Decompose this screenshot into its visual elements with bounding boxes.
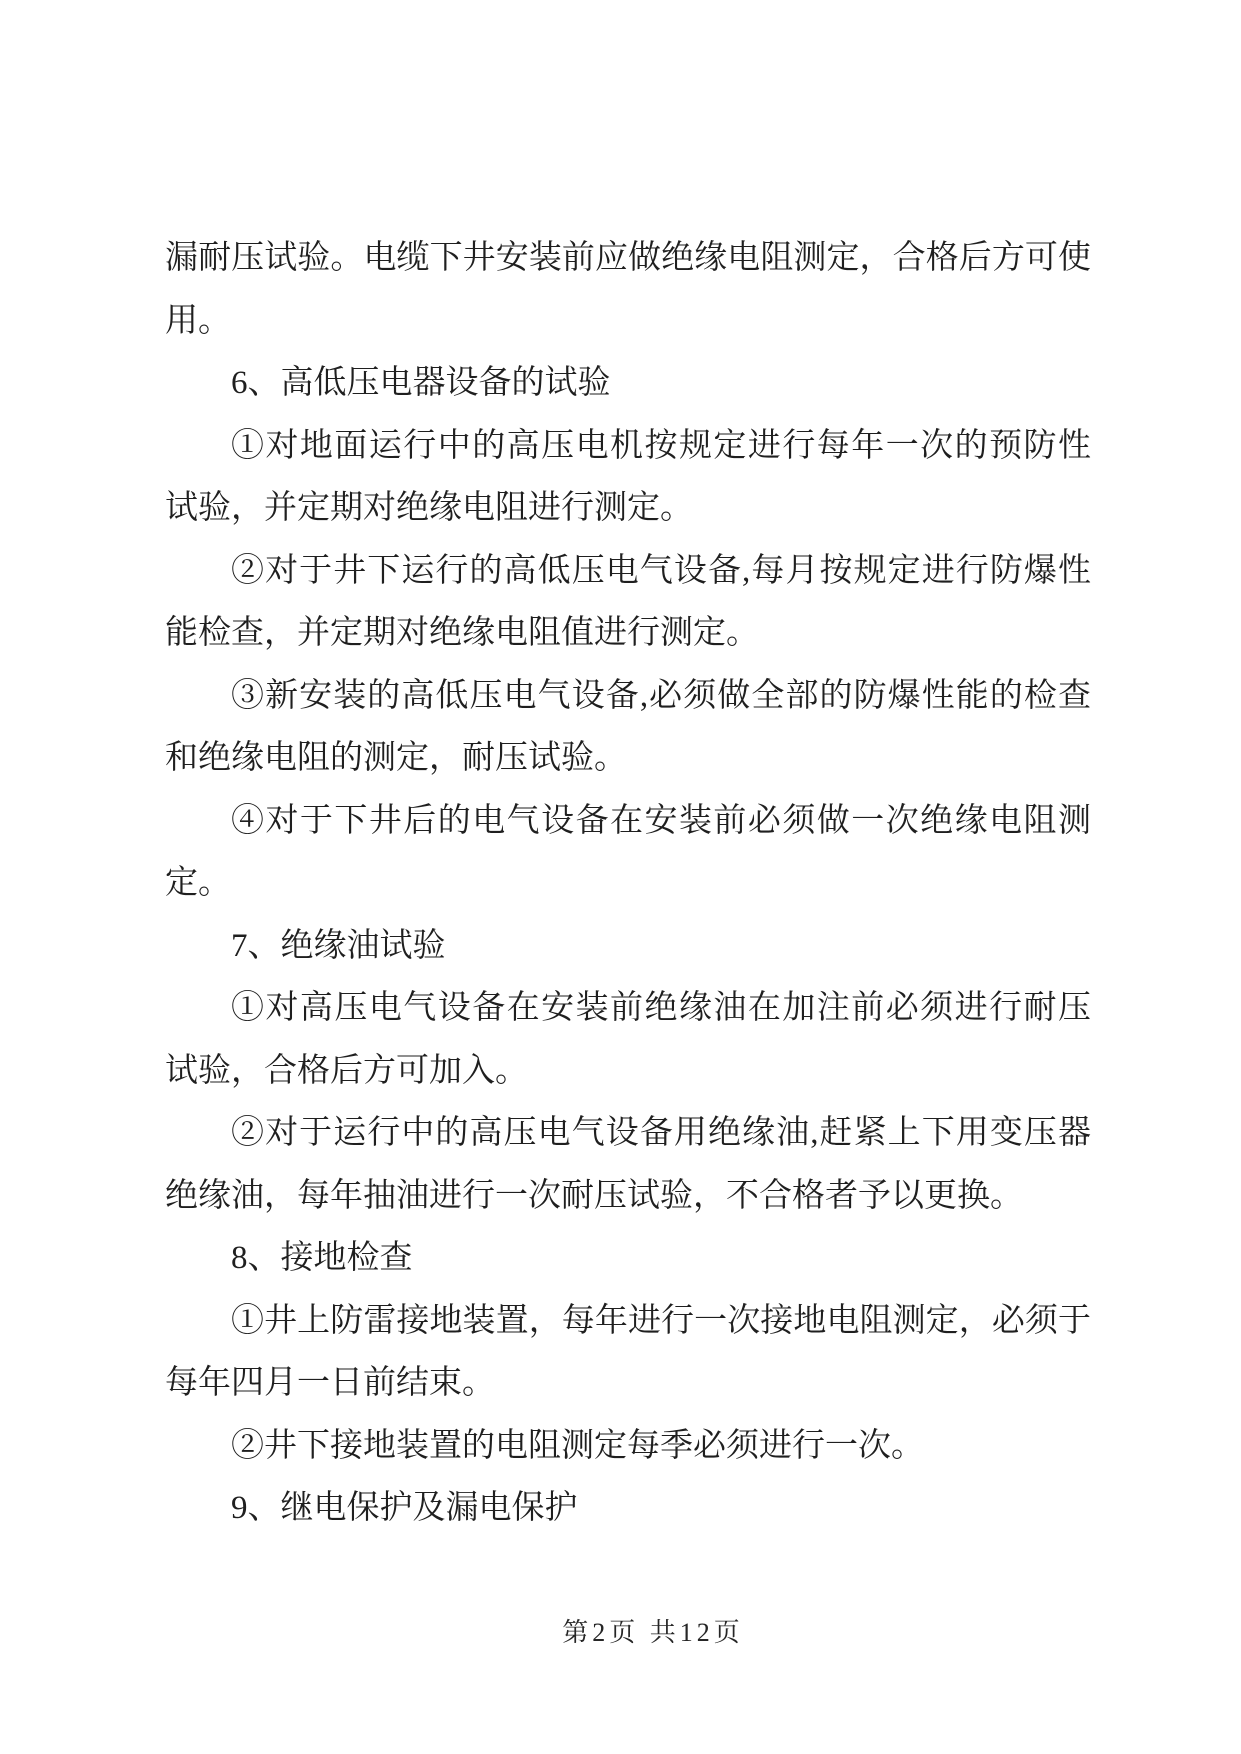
text-line: ①井上防雷接地装置，每年进行一次接地电阻测定，必须于 bbox=[231, 1302, 1091, 1339]
text-line: ②对于井下运行的高低压电气设备,每月按规定进行防爆性 bbox=[231, 552, 1091, 589]
text-line: 用。 bbox=[165, 302, 231, 339]
text-line: ②对于运行中的高压电气设备用绝缘油,赶紧上下用变压器 bbox=[231, 1115, 1091, 1151]
text-line: ②井下接地装置的电阻测定每季必须进行一次。 bbox=[231, 1427, 924, 1464]
text-line: ①对地面运行中的高压电机按规定进行每年一次的预防性 bbox=[231, 427, 1091, 464]
section-heading: 7、绝缘油试验 bbox=[231, 927, 446, 964]
text-line: ③新安装的高低压电气设备,必须做全部的防爆性能的检查 bbox=[231, 677, 1091, 714]
text-line: 绝缘油，每年抽油进行一次耐压试验，不合格者予以更换。 bbox=[165, 1177, 1023, 1214]
text-line: 定。 bbox=[165, 865, 231, 901]
text-line: ①对高压电气设备在安装前绝缘油在加注前必须进行耐压 bbox=[231, 990, 1091, 1026]
section-heading: 6、高低压电器设备的试验 bbox=[231, 365, 611, 401]
section-heading: 9、继电保护及漏电保护 bbox=[231, 1490, 578, 1526]
document-body bbox=[165, 227, 1091, 1540]
text-line: 试验，合格后方可加入。 bbox=[165, 1052, 528, 1089]
text-line: 漏耐压试验。电缆下井安装前应做绝缘电阻测定，合格后方可使 bbox=[165, 240, 1091, 276]
section-heading: 8、接地检查 bbox=[231, 1240, 413, 1276]
page-number: 第2页 共12页 bbox=[562, 1618, 744, 1647]
text-line: 每年四月一日前结束。 bbox=[165, 1365, 495, 1401]
text-line: 能检查，并定期对绝缘电阻值进行测定。 bbox=[165, 615, 759, 651]
text-line: 试验，并定期对绝缘电阻进行测定。 bbox=[165, 490, 693, 526]
text-line: ④对于下井后的电气设备在安装前必须做一次绝缘电阻测 bbox=[231, 802, 1091, 839]
text-line: 和绝缘电阻的测定，耐压试验。 bbox=[165, 740, 627, 776]
